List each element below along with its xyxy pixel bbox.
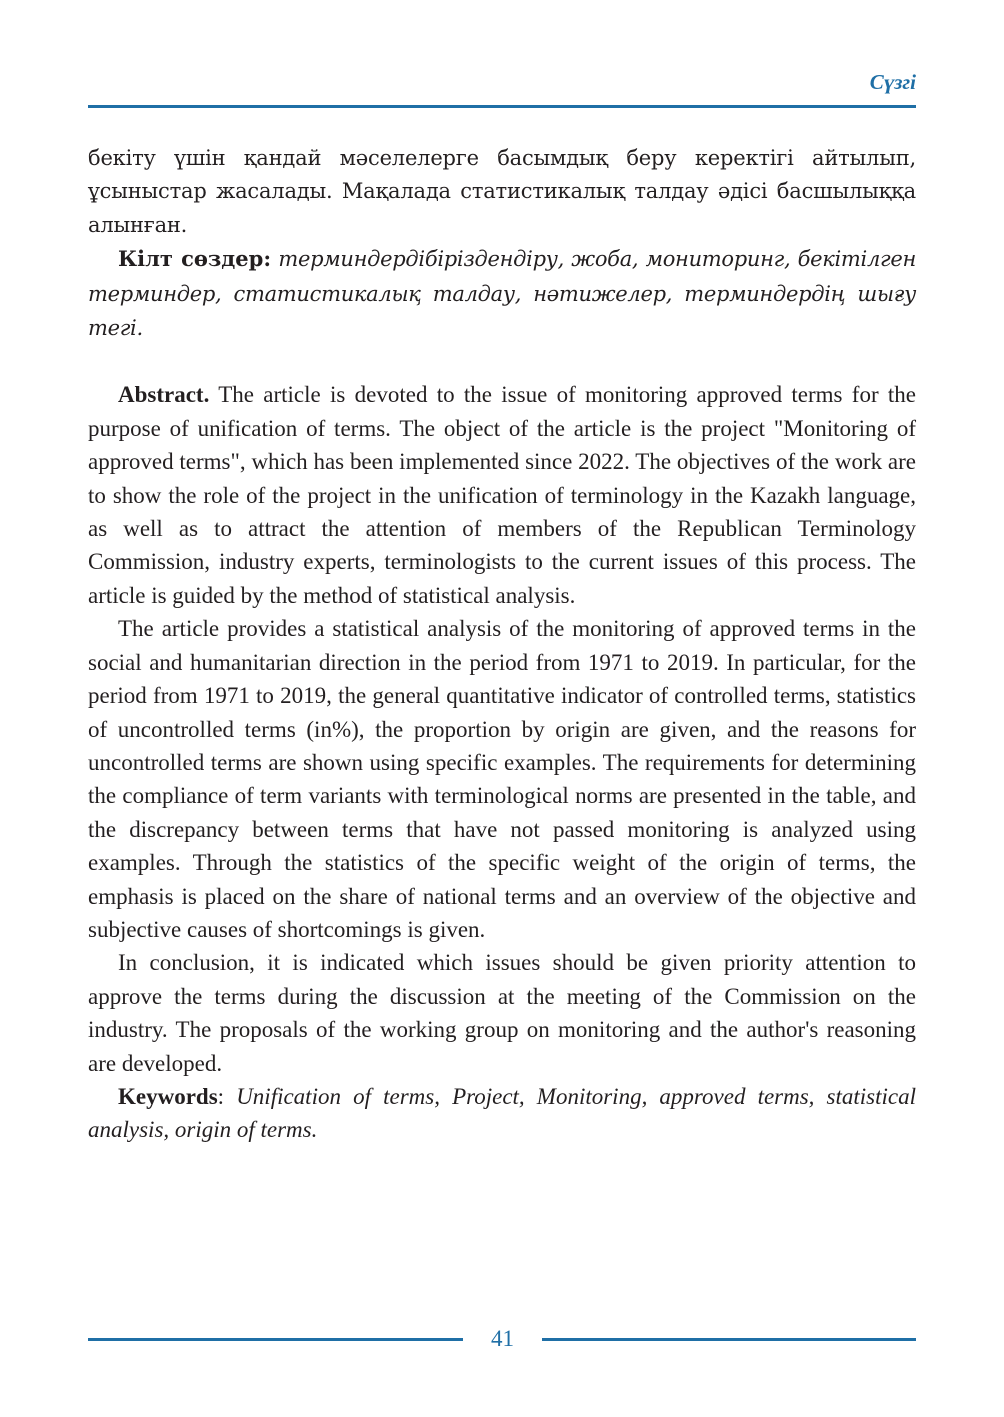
english-keywords-label: Keywords — [118, 1083, 218, 1109]
footer-divider-left — [88, 1338, 463, 1341]
kazakh-paragraph-end: бекіту үшін қандай мәселелерге басымдық беру керектігі айтылып, ұсыныстар жасалады. Мақалада статистикалық талдау әдісі басшылыққа алынған. — [88, 146, 916, 237]
abstract-paragraph-2: The article provides a statistical analysis of the monitoring of approved terms in the social and humanitarian direction in the period from 1971 to 2019. In particular, for the period from 1971 to 2019, the general quantitative indicator of controlled terms, statistics of uncontrolled terms (in%), the proportion by origin are given, and the reasons for uncontrolled terms are shown using specific examples. The requirements for determining the compliance of term variants with terminological norms are presented in the table, and the discrepancy between terms that have not passed monitoring is analyzed using examples. Through the statistics of the specific weight of the origin of terms, the emphasis is placed on the share of national terms and an overview of the objective and subjective causes of shortcomings is given. — [88, 616, 916, 942]
section-title: Сүзгі — [869, 70, 916, 94]
abstract-label: Abstract. — [118, 382, 210, 408]
footer-divider-right — [542, 1338, 916, 1341]
kazakh-keywords-label: Кілт сөздер: — [118, 246, 272, 272]
english-keywords-colon: : — [217, 1083, 237, 1109]
english-keywords — [88, 1080, 916, 1147]
page-number: 41 — [491, 1326, 514, 1351]
kazakh-keywords — [88, 242, 916, 345]
abstract-paragraph-3: In conclusion, it is indicated which issues should be given priority attention to approve the terms during the discussion at the meeting of the Commission on the industry. The proposals of the working group on monitoring and the author's reasoning are developed. — [88, 950, 916, 1076]
kazakh-keywords-text: терминдердібіріздендіру, жоба, мониторинг, бекітілген терминдер, статистикалық талдау, нәтижелер, терминдердің шығу тегі. — [88, 247, 916, 341]
header-divider — [88, 105, 916, 108]
abstract-paragraph-1-text: The article is devoted to the issue of monitoring approved terms for the purpose of unification of terms. The object of the article is the project "Monitoring of approved terms", which has been implemented since 2022. The objectives of the work are to show the role of the project in the unification of terminology in the Kazakh language, as well as to attract the attention of members of the Republican Terminology Commission, industry experts, terminologists to the current issues of this process. The article is guided by the method of statistical analysis. — [88, 382, 916, 608]
english-keywords-text: Unification of terms, Project, Monitoring, approved terms, statistical analysis, origin of terms. — [88, 1083, 917, 1143]
abstract-paragraph-1 — [88, 378, 916, 612]
page-body — [88, 142, 916, 1147]
section-gap — [88, 345, 916, 378]
